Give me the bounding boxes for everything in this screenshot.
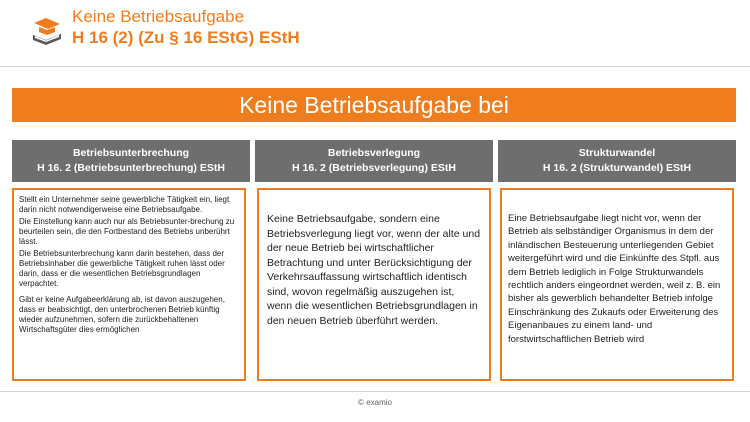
column-reference: H 16. 2 (Betriebsunterbrechung) EStH <box>37 162 225 174</box>
column-body-betriebsunterbrechung <box>12 188 246 381</box>
column-header-betriebsunterbrechung <box>12 140 250 182</box>
paragraph: Die Einstellung kann auch nur als Betriebsunter-brechung zu beurteilen sein, die den Fortbestand des Betriebs unberührt lässt. <box>19 217 235 246</box>
paragraph: Die Betriebsunterbrechung kann darin bestehen, dass der Betriebsinhaber die gewerbliche Tätigkeit ruhen lässt oder darin, dass er die wesentlichen Betriebsgrundlagen verpachtet. <box>19 249 225 288</box>
column-reference: H 16. 2 (Strukturwandel) EStH <box>542 162 692 174</box>
column-title: Strukturwandel <box>578 147 656 159</box>
footer-divider <box>0 391 750 392</box>
column-body-betriebsverlegung <box>257 188 491 381</box>
copyright-footer: © examio <box>358 398 392 407</box>
column-title: Betriebsunterbrechung <box>72 147 190 159</box>
column-text: Keine Betriebsaufgabe, sondern eine Betriebsverlegung liegt vor, wenn der alte und der neue Betrieb bei wirtschaftlicher Betrachtung und unter Berücksichtigung der Verkehrsauffassung wirtschaftlich identisch sind, wovon regelmäßig auszugehen ist, wenn die wesentlichen Betriebsgrundlagen in den neuen Betrieb überführt werden. <box>267 213 481 327</box>
column-header-strukturwandel <box>498 140 736 182</box>
header-divider <box>0 66 750 67</box>
column-body-strukturwandel <box>500 188 734 381</box>
page-title: Keine Betriebsaufgabe <box>72 7 245 26</box>
column-header-betriebsverlegung <box>255 140 493 182</box>
paragraph: Gibt er keine Aufgabeerklärung ab, ist davon auszugehen, dass er beabsichtigt, den unterbrochenen Betrieb künftig wieder aufzunehmen, sofern die zurückbehaltenen Wirtschaftsgüter dies ermöglichen <box>19 295 225 334</box>
column-title: Betriebsverlegung <box>327 147 421 159</box>
column-text: Eine Betriebsaufgabe liegt nicht vor, wenn der Betrieb als selbständiger Organismus in dem der inländischen Besteuerung unterliegenden Gebiet weitergeführt wird und die Einkünfte des Stpfl. aus dem Betrieb lediglich in Folge Strukturwandels rechtlich anders eingeordnet werden, weil z. B. ein bisher als gewerblich behandelter Betrieb infolge Einschränkung des Zukaufs oder Erweiterung des Eigenanbaues zu einem land- und forstwirtschaftlichen Betrieb wird <box>508 213 721 345</box>
column-reference: H 16. 2 (Betriebsverlegung) EStH <box>292 162 456 174</box>
section-banner: Keine Betriebsaufgabe bei <box>12 88 736 122</box>
graduation-cap-book-icon <box>31 18 63 46</box>
page-subtitle: H 16 (2) (Zu § 16 EStG) EStH <box>72 28 300 47</box>
paragraph: Stellt ein Unternehmer seine gewerbliche Tätigkeit ein, liegt darin nicht notwendigerweise eine Betriebsaufgabe. <box>19 195 230 214</box>
